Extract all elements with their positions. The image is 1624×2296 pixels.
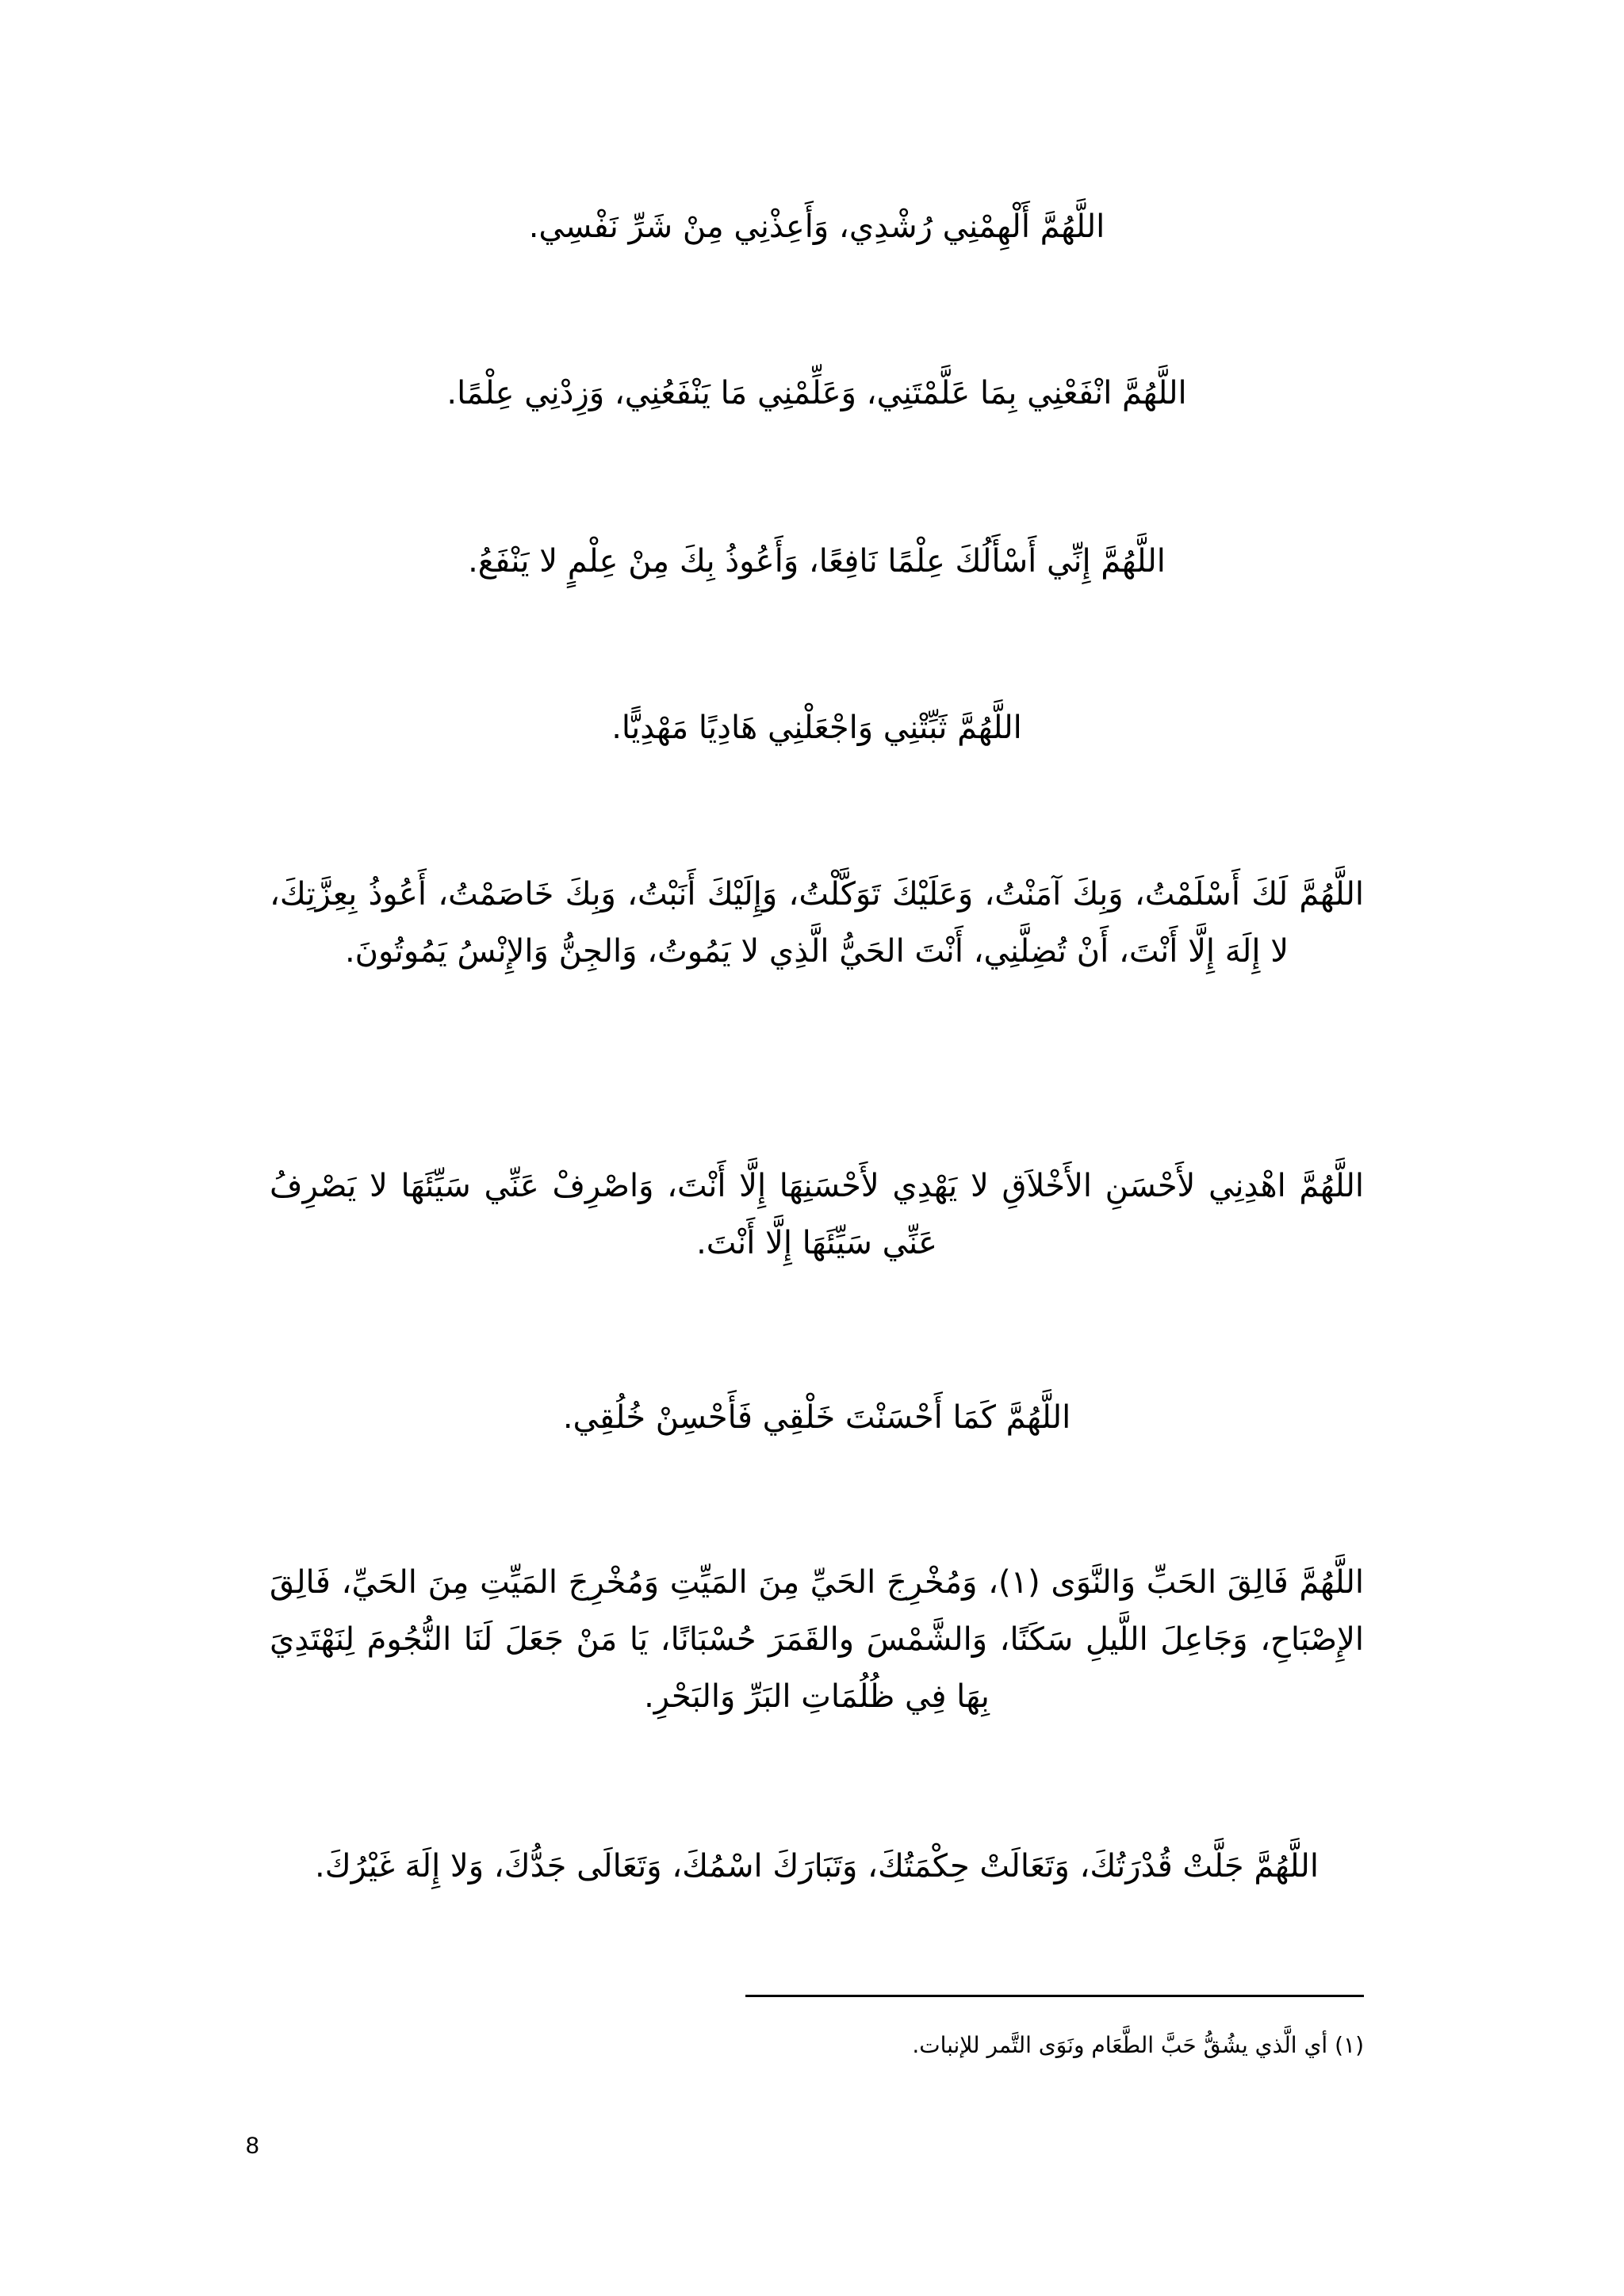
dua-paragraph-4: اللَّهُمَّ ثَبِّتْنِي وَاجْعَلْنِي هَادِيًا مَهْدِيًّا. <box>611 710 1022 746</box>
dua-paragraph-9: اللَّهُمَّ جَلَّتْ قُدْرَتُكَ، وَتَعَالَتْ حِكْمَتُكَ، وَتَبَارَكَ اسْمُكَ، وَتَعَالَى جَدُّكَ، وَلا إِلَهَ غَيْرُكَ. <box>315 1848 1319 1885</box>
dua-paragraph-3: اللَّهُمَّ إِنِّي أَسْأَلُكَ عِلْمًا نَافِعًا، وَأَعُوذُ بِكَ مِنْ عِلْمٍ لا يَنْفَعُ. <box>468 543 1166 580</box>
dua-paragraph-1: اللَّهُمَّ أَلْهِمْنِي رُشْدِي، وَأَعِذْنِي مِنْ شَرِّ نَفْسِي. <box>528 209 1105 245</box>
dua-paragraph-8: اللَّهُمَّ فَالِقَ الحَبِّ وَالنَّوَى (١)، وَمُخْرِجَ الحَيِّ مِنَ المَيِّتِ وَمُخْرِجَ المَيِّتِ مِنَ الحَيِّ، فَالِقَ الإِصْبَاحِ، وَجَاعِلَ اللَّيلِ سَكَنًا، وَالشَّمْسَ والقَمَرَ حُسْبَانًا، يَا مَنْ جَعَلَ لَنَا النُّجُومَ لِنَهْتَدِيَ بِهَا فِي ظُلُمَاتِ البَرِّ وَالبَحْرِ. <box>270 1564 1364 1715</box>
page-number: 8 <box>246 2133 259 2159</box>
footnote-separator <box>745 1995 1364 1997</box>
footnote: (١) أي الَّذي يشُقُّ حَبَّ الطَّعَام ونَوَى التَّمر للإنبات. <box>912 2032 1364 2058</box>
dua-paragraph-6: اللَّهُمَّ اهْدِنِي لأَحْسَنِ الأَخْلاَقِ لا يَهْدِي لأَحْسَنِهَا إِلَّا أَنْتَ، وَاصْرِفْ عَنِّي سَيِّئَهَا لا يَصْرِفُ عَنِّي سَيِّئَهَا إِلَّا أَنْتَ. <box>270 1168 1364 1261</box>
dua-paragraph-2: اللَّهُمَّ انْفَعْنِي بِمَا عَلَّمْتَنِي، وَعَلِّمْنِي مَا يَنْفَعُنِي، وَزِدْنِي عِلْمًا. <box>446 375 1187 411</box>
dua-paragraph-5: اللَّهُمَّ لَكَ أَسْلَمْتُ، وَبِكَ آمَنْتُ، وَعَلَيْكَ تَوَكَّلْتُ، وَإِلَيْكَ أَنَبْتُ، وَبِكَ خَاصَمْتُ، أَعُوذُ بِعِزَّتِكَ، لا إِلَهَ إِلَّا أَنْتَ، أَنْ تُضِلَّنِي، أَنْتَ الحَيُّ الَّذِي لا يَمُوتُ، وَالجِنُّ وَالإِنْسُ يَمُوتُونَ. <box>270 876 1364 970</box>
dua-paragraph-7: اللَّهُمَّ كَمَا أَحْسَنْتَ خَلْقِي فَأَحْسِنْ خُلُقِي. <box>562 1399 1071 1436</box>
